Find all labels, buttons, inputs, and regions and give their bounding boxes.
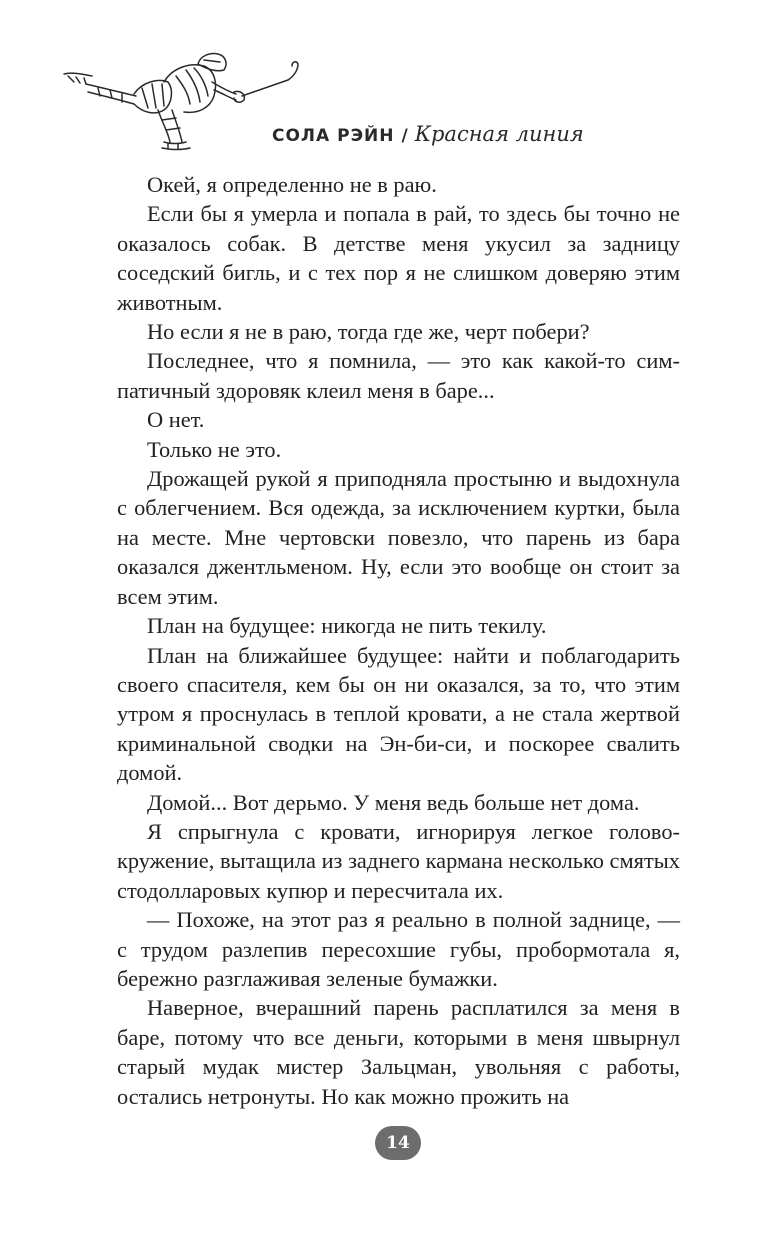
paragraph: — Похоже, на этот раз я реально в полной заднице, — с трудом разлепив пересохшие губы, пробормотала я, бережно разглаживая зеленые бумажки. [117, 907, 680, 991]
paragraph: Но если я не в раю, тогда где же, черт побери? [147, 319, 590, 345]
header-separator: / [401, 126, 408, 146]
paragraph: Если бы я умерла и попала в рай, то здесь бы точно не оказалось собак. В детстве меня укусил за задницу соседский бигль, и с тех пор я не слишком доверяю этим животным. [117, 201, 680, 315]
paragraph: Я спрыгнула с кровати, игнорируя легкое головокружение, вытащила из заднего кармана несколько смятых стодолларовых купюр и пересчитала их. [117, 818, 680, 903]
running-head [272, 122, 584, 146]
paragraph: Домой... Вот дерьмо. У меня ведь больше нет дома. [147, 789, 640, 815]
paragraph: О нет. [147, 407, 205, 433]
hockey-player-icon [58, 52, 308, 162]
body-text [117, 170, 680, 1111]
paragraph: План на будущее: никогда не пить текилу. [147, 613, 547, 639]
page-header [0, 0, 768, 170]
paragraph: Последнее, что я помнила, — это как какой-то симпатичный здоровяк клеил меня в баре... [117, 348, 680, 403]
paragraph: Наверное, вчерашний парень расплатился за меня в баре, потому что все деньги, которыми в меня швырнул старый мудак мистер Зальцман, увольняя с работы, остались нетронуты. Но как можно прожить на [117, 995, 680, 1109]
page-number: 14 [375, 1126, 421, 1160]
author-name: СОЛА РЭЙН [272, 126, 395, 146]
paragraph: Дрожащей рукой я приподняла простыню и выдохнула с облегчением. Вся одежда, за исключением куртки, была на месте. Мне чертовски повезло, что парень из бара оказался джентльменом. Ну, если это вообще он стоит за всем этим. [117, 466, 680, 609]
paragraph: Окей, я определенно не в раю. [147, 172, 437, 197]
paragraph: Только не это. [147, 436, 282, 462]
paragraph: План на ближайшее будущее: найти и поблагодарить своего спасителя, кем бы он ни оказался, за то, что этим утром я проснулась в теплой кровати, а не стала жертвой криминальной сводки на Эн-би-си, и поскорее свалить домой. [117, 642, 680, 786]
book-title: Красная линия [414, 122, 584, 146]
